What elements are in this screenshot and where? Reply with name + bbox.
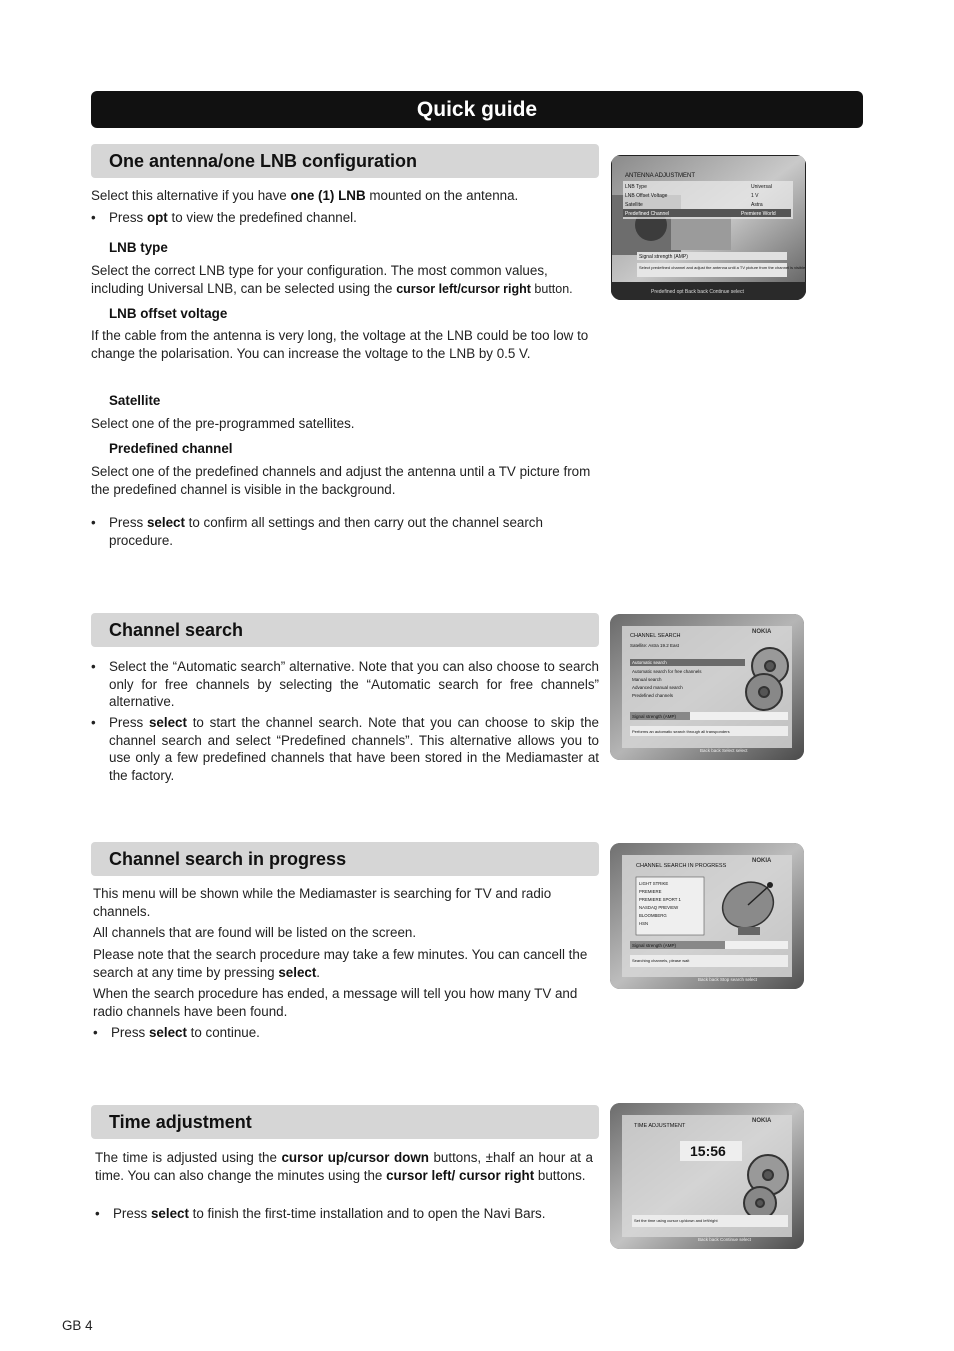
section-heading-search-progress [91,842,599,876]
section-heading-antenna [91,144,599,178]
svg-text:Signal strength (AMP): Signal strength (AMP) [639,254,688,260]
svg-text:CHANNEL SEARCH IN PROGRESS: CHANNEL SEARCH IN PROGRESS [636,863,727,869]
svg-text:Back back Continue select: Back back Continue select [698,1237,752,1242]
lnb-offset-text: If the cable from the antenna is very long, the voltage at the LNB could be too low to change the polarisation. You can increase the voltage to the LNB by 0.5 V. [91,328,589,361]
section-heading-text: Channel search [109,620,244,640]
progress-text-2: All channels that are found will be listed on the screen. [93,925,417,940]
svg-text:Predefined channels: Predefined channels [632,693,674,698]
list-item: • Press select to continue. [93,1025,260,1040]
svg-text:Back back Stop search sel: Back back Stop search select [698,977,758,982]
progress-text-4: When the search procedure has ended, a message will tell you how many TV and radio channels have been found. [93,986,578,1019]
svg-text:Predefined opt Back back: Predefined opt Back back Continue select [651,289,744,295]
svg-text:NOKIA: NOKIA [752,629,772,635]
svg-text:Signal strength (AMP): Signal strength (AMP) [632,714,677,719]
list-item: • Select the “Automatic search” alternative. Note that you can also choose to search only for free channels by selecting the “Automatic search for free channels” alternative. [91,659,599,709]
svg-text:Performs an automatic search t: Performs an automatic search through all transponders [632,729,730,734]
svg-text:Automatic search: Automatic search [632,660,667,665]
svg-text:Astra: Astra [751,202,763,208]
svg-text:LNB Type: LNB Type [625,184,647,190]
list-item: • Press select to finish the first-time installation and to open the Navi Bars. [95,1206,546,1221]
section-heading-channel-search [91,613,599,647]
svg-text:LIGHT STRIKE: LIGHT STRIKE [639,881,669,886]
svg-text:PREMIERE: PREMIERE [639,889,662,894]
svg-text:Select predefined channel and: Select predefined channel and adjust the antenna until a TV picture from the channel is visible [639,265,806,270]
satellite-title: Satellite [109,393,161,408]
page-banner [91,91,863,128]
satellite-text: Select one of the pre-programmed satellites. [91,416,355,431]
lnb-type-title: LNB type [109,240,168,255]
svg-text:BLOOMBERG: BLOOMBERG [639,913,667,918]
lnb-offset-title: LNB offset voltage [109,306,228,321]
predefined-channel-title: Predefined channel [109,441,233,456]
list-item: • Press select to confirm all settings and then carry out the channel search procedure. [91,515,543,548]
svg-text:Satellite: Astra 19.2 East: Satellite: Astra 19.2 East [630,643,680,648]
time-value: 15:56 [690,1143,726,1159]
svg-text:Advanced manual search: Advanced manual search [632,685,683,690]
section-heading-text: One antenna/one LNB configuration [109,151,418,171]
screen-title: ANTENNA ADJUSTMENT [625,173,696,179]
svg-text:LNB Offset Voltage: LNB Offset Voltage [625,193,668,199]
svg-text:Premiere World: Premiere World [741,211,776,217]
svg-text:HSN: HSN [639,921,649,926]
svg-text:PREMIERE SPORT 1: PREMIERE SPORT 1 [639,897,681,902]
section-heading-text: Channel search in progress [109,849,347,869]
svg-text:NOKIA: NOKIA [752,1118,772,1124]
svg-text:Universal: Universal [751,184,772,190]
svg-text:Automatic search for free chan: Automatic search for free channels [632,669,702,674]
time-adjustment-text: The time is adjusted using the cursor up/cursor down buttons, ±half an hour at a time. You can also change the minutes using the cursor left/ cursor right buttons. [95,1150,594,1183]
svg-text:Set the time using cursor up/d: Set the time using cursor up/down and left/right [634,1218,718,1223]
channel-search-screenshot [610,614,804,760]
predefined-channel-text: Select one of the predefined channels and adjust the antenna until a TV picture from the predefined channel is visible in the background. [91,464,591,497]
svg-text:NASDAQ PREVIEW: NASDAQ PREVIEW [639,905,679,910]
svg-text:NOKIA: NOKIA [752,858,772,864]
svg-text:Manual search: Manual search [632,677,662,682]
search-progress-screenshot [610,843,804,989]
svg-text:TIME ADJUSTMENT: TIME ADJUSTMENT [634,1123,686,1129]
progress-text-1: This menu will be shown while the Mediamaster is searching for TV and radio channels. [93,886,552,919]
svg-text:CHANNEL SEARCH: CHANNEL SEARCH [630,633,681,639]
antenna-intro: Select this alternative if you have one (1) LNB mounted on the antenna. [91,188,519,203]
svg-text:Predefined Channel: Predefined Channel [625,211,670,217]
page-title: Quick guide [416,98,538,121]
list-item: • Press select to start the channel search. Note that you can choose to skip the channel search and select “Predefined channels”. This alternative allows you to use only a few predefined channels that have been stored in the Mediamaster at the factory. [91,715,599,783]
progress-text-3: Please note that the search procedure may take a few minutes. You can cancell the search at any time by pressing select. [93,947,588,980]
antenna-adjustment-screenshot [611,155,806,300]
svg-text:Searching channels, please wai: Searching channels, please wait [632,958,690,963]
list-item: • Press opt to view the predefined channel. [91,210,357,225]
svg-text:Back back Select select: Back back Select select [700,748,748,753]
section-heading-time-adjustment [91,1105,599,1139]
section-heading-text: Time adjustment [109,1112,252,1132]
svg-text:Signal strength (AMP): Signal strength (AMP) [632,943,677,948]
svg-text:Satellite: Satellite [625,202,643,208]
svg-text:1 V: 1 V [751,193,759,199]
lnb-type-text: Select the correct LNB type for your configuration. The most common values, including Universal LNB, can be selected using the cursor left/cursor right button. [91,263,573,296]
page-number: GB 4 [62,1318,93,1333]
time-adjustment-screenshot [610,1103,804,1249]
